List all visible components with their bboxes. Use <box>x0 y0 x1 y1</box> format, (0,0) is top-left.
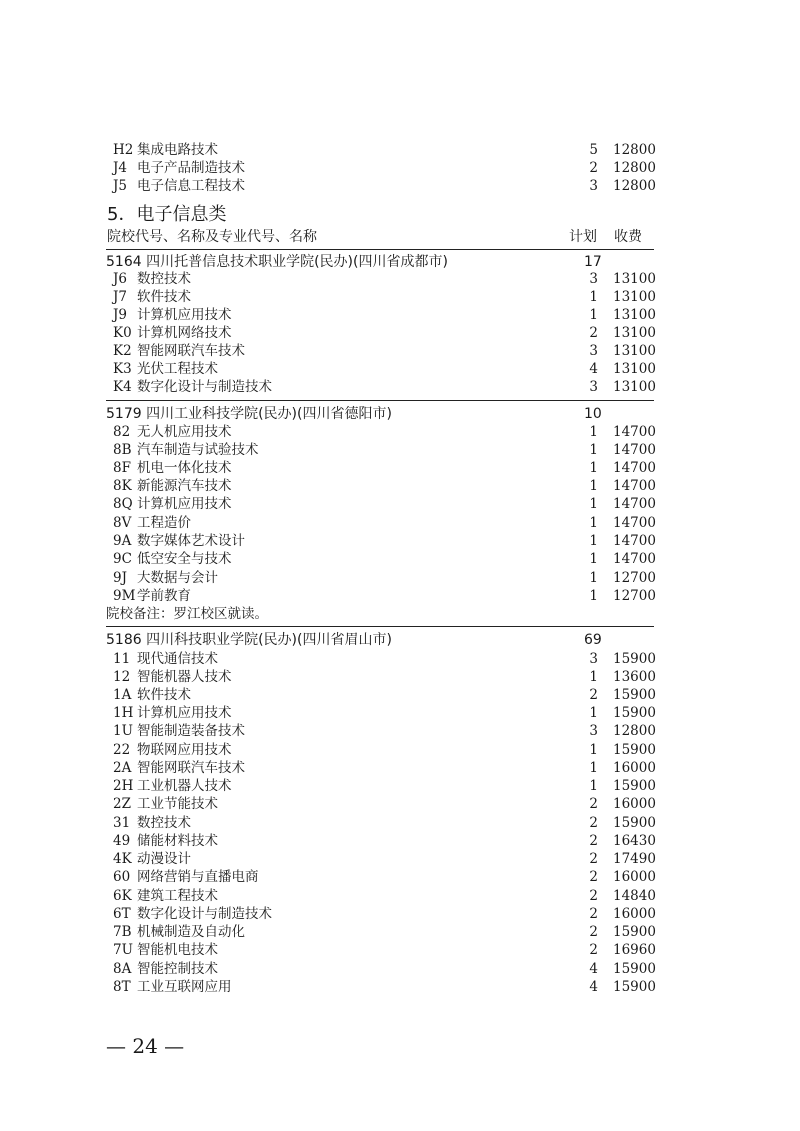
major-fee: 14700 <box>613 442 656 458</box>
major-plan: 1 <box>589 515 598 531</box>
major-fee: 15900 <box>613 924 656 940</box>
major-fee: 12800 <box>613 142 656 158</box>
table-row <box>0 905 800 923</box>
major-fee: 14700 <box>613 551 656 567</box>
table-row <box>0 423 800 441</box>
table-row <box>0 814 800 832</box>
major-code: 6K <box>113 888 132 904</box>
major-name: 工业机器人技术 <box>137 778 232 794</box>
major-name: 计算机应用技术 <box>137 705 232 721</box>
school-title: 5186 四川科技职业学院(民办)(四川省眉山市) <box>106 632 392 648</box>
major-code: 2H <box>113 778 134 794</box>
major-fee: 16000 <box>613 760 656 776</box>
major-name: 数字媒体艺术设计 <box>137 533 245 549</box>
major-code: 8A <box>113 961 132 977</box>
major-plan: 4 <box>589 979 598 995</box>
major-name: 汽车制造与试验技术 <box>137 442 259 458</box>
major-fee: 12800 <box>613 178 656 194</box>
major-plan: 2 <box>589 942 598 958</box>
school-title: 5164 四川托普信息技术职业学院(民办)(四川省成都市) <box>106 254 448 270</box>
major-name: 光伏工程技术 <box>137 361 218 377</box>
major-name: 机械制造及自动化 <box>137 924 245 940</box>
major-code: 8T <box>113 979 131 995</box>
major-fee: 13100 <box>613 325 656 341</box>
major-code: 2Z <box>113 796 131 812</box>
table-row <box>0 495 800 513</box>
table-row <box>0 923 800 941</box>
major-plan: 1 <box>589 742 598 758</box>
table-row <box>0 569 800 587</box>
table-row <box>0 941 800 959</box>
major-name: 智能控制技术 <box>137 961 218 977</box>
major-plan: 1 <box>589 570 598 586</box>
table-row <box>0 342 800 360</box>
major-name: 计算机应用技术 <box>137 496 232 512</box>
major-name: 电子信息工程技术 <box>137 178 245 194</box>
major-name: 新能源汽车技术 <box>137 478 232 494</box>
table-row <box>0 159 800 177</box>
table-row <box>0 532 800 550</box>
table-row <box>0 978 800 996</box>
major-plan: 2 <box>589 869 598 885</box>
major-fee: 16000 <box>613 869 656 885</box>
table-row <box>0 650 800 668</box>
major-name: 建筑工程技术 <box>137 888 218 904</box>
table-row <box>0 360 800 378</box>
major-plan: 3 <box>589 178 598 194</box>
major-code: J9 <box>113 307 128 323</box>
major-name: 物联网应用技术 <box>137 742 232 758</box>
major-fee: 13100 <box>613 289 656 305</box>
major-name: 数控技术 <box>137 815 191 831</box>
table-row <box>0 777 800 795</box>
table-row <box>0 441 800 459</box>
table-row <box>0 722 800 740</box>
major-code: 31 <box>113 815 131 831</box>
school-note-label: 院校备注： <box>106 606 174 622</box>
major-plan: 2 <box>589 924 598 940</box>
major-plan: 2 <box>589 906 598 922</box>
table-row <box>0 288 800 306</box>
major-fee: 14700 <box>613 515 656 531</box>
table-row <box>0 177 800 195</box>
school-divider <box>106 626 654 627</box>
major-name: 计算机应用技术 <box>137 307 232 323</box>
table-row <box>0 850 800 868</box>
major-fee: 13100 <box>613 343 656 359</box>
major-code: 82 <box>113 424 131 440</box>
table-row <box>0 477 800 495</box>
major-name: 智能机器人技术 <box>137 669 232 685</box>
table-row <box>0 141 800 159</box>
table-row <box>0 550 800 568</box>
school-plan-total: 69 <box>584 632 602 648</box>
major-code: 22 <box>113 742 131 758</box>
school-plan-total: 17 <box>584 254 602 270</box>
major-plan: 2 <box>589 833 598 849</box>
school-title: 5179 四川工业科技学院(民办)(四川省德阳市) <box>106 406 392 422</box>
table-row <box>0 378 800 396</box>
major-name: 工程造价 <box>137 515 191 531</box>
major-plan: 3 <box>589 651 598 667</box>
major-plan: 1 <box>589 496 598 512</box>
major-fee: 16960 <box>613 942 656 958</box>
major-name: 电子产品制造技术 <box>137 160 245 176</box>
major-name: 集成电路技术 <box>137 142 218 158</box>
major-name: 动漫设计 <box>137 851 191 867</box>
major-plan: 1 <box>589 778 598 794</box>
major-code: 8V <box>113 515 132 531</box>
school-plan-total: 10 <box>584 406 602 422</box>
major-fee: 15900 <box>613 687 656 703</box>
major-plan: 1 <box>589 460 598 476</box>
major-code: K2 <box>113 343 132 359</box>
major-plan: 2 <box>589 815 598 831</box>
major-plan: 2 <box>589 888 598 904</box>
major-fee: 13100 <box>613 361 656 377</box>
column-header <box>0 227 800 247</box>
school-note-text: 罗江校区就读。 <box>173 606 268 622</box>
major-fee: 14840 <box>613 888 656 904</box>
major-fee: 12700 <box>613 570 656 586</box>
major-code: J5 <box>113 178 128 194</box>
major-plan: 1 <box>589 533 598 549</box>
major-code: J6 <box>113 271 128 287</box>
table-row <box>0 668 800 686</box>
major-code: 12 <box>113 669 131 685</box>
major-plan: 1 <box>589 307 598 323</box>
major-fee: 13100 <box>613 307 656 323</box>
header-divider <box>106 249 654 250</box>
major-fee: 13100 <box>613 271 656 287</box>
major-fee: 16430 <box>613 833 656 849</box>
major-code: K4 <box>113 379 132 395</box>
column-header-school: 院校代号、名称及专业代号、名称 <box>107 229 317 245</box>
table-row <box>0 306 800 324</box>
major-fee: 15900 <box>613 742 656 758</box>
school-header <box>0 404 800 424</box>
major-fee: 14700 <box>613 478 656 494</box>
major-plan: 1 <box>589 760 598 776</box>
major-fee: 12700 <box>613 588 656 604</box>
major-code: 9A <box>113 533 132 549</box>
major-fee: 14700 <box>613 496 656 512</box>
major-code: 6T <box>113 906 131 922</box>
table-row <box>0 686 800 704</box>
major-code: 11 <box>113 651 131 667</box>
major-plan: 1 <box>589 588 598 604</box>
major-fee: 12800 <box>613 723 656 739</box>
major-name: 智能制造装备技术 <box>137 723 245 739</box>
major-name: 低空安全与技术 <box>137 551 232 567</box>
major-name: 计算机网络技术 <box>137 325 232 341</box>
major-code: H2 <box>113 142 134 158</box>
major-name: 智能网联汽车技术 <box>137 760 245 776</box>
major-plan: 2 <box>589 325 598 341</box>
table-row <box>0 741 800 759</box>
table-row <box>0 459 800 477</box>
major-name: 数控技术 <box>137 271 191 287</box>
major-plan: 2 <box>589 160 598 176</box>
major-plan: 3 <box>589 723 598 739</box>
major-plan: 2 <box>589 851 598 867</box>
school-note <box>106 605 268 623</box>
major-code: 8Q <box>113 496 133 512</box>
major-fee: 16000 <box>613 796 656 812</box>
major-code: 8B <box>113 442 132 458</box>
major-code: J7 <box>113 289 128 305</box>
major-code: 9M <box>113 588 136 604</box>
major-name: 工业节能技术 <box>137 796 218 812</box>
school-divider <box>106 400 654 401</box>
major-fee: 16000 <box>613 906 656 922</box>
major-plan: 3 <box>589 343 598 359</box>
table-row <box>0 868 800 886</box>
major-fee: 15900 <box>613 651 656 667</box>
major-fee: 13600 <box>613 669 656 685</box>
major-fee: 15900 <box>613 705 656 721</box>
major-name: 机电一体化技术 <box>137 460 232 476</box>
major-plan: 4 <box>589 361 598 377</box>
major-code: K0 <box>113 325 132 341</box>
major-code: 49 <box>113 833 131 849</box>
major-fee: 13100 <box>613 379 656 395</box>
major-code: 1H <box>113 705 134 721</box>
major-code: 8K <box>113 478 132 494</box>
major-name: 软件技术 <box>137 289 191 305</box>
major-fee: 15900 <box>613 815 656 831</box>
major-name: 网络营销与直播电商 <box>137 869 259 885</box>
table-row <box>0 832 800 850</box>
major-code: 7U <box>113 942 133 958</box>
table-row <box>0 960 800 978</box>
school-header <box>0 252 800 272</box>
major-name: 现代通信技术 <box>137 651 218 667</box>
major-name: 智能机电技术 <box>137 942 218 958</box>
section-heading: 5．电子信息类 <box>107 204 227 225</box>
major-plan: 3 <box>589 379 598 395</box>
major-name: 储能材料技术 <box>137 833 218 849</box>
school-header <box>0 630 800 650</box>
major-name: 软件技术 <box>137 687 191 703</box>
major-fee: 15900 <box>613 979 656 995</box>
major-name: 数字化设计与制造技术 <box>137 379 272 395</box>
major-fee: 17490 <box>613 851 656 867</box>
major-plan: 1 <box>589 705 598 721</box>
major-plan: 4 <box>589 961 598 977</box>
table-row <box>0 270 800 288</box>
major-plan: 1 <box>589 551 598 567</box>
major-plan: 3 <box>589 271 598 287</box>
major-fee: 14700 <box>613 533 656 549</box>
major-code: 9C <box>113 551 132 567</box>
major-name: 工业互联网应用 <box>137 979 232 995</box>
major-fee: 14700 <box>613 460 656 476</box>
table-row <box>0 514 800 532</box>
major-code: 7B <box>113 924 132 940</box>
column-header-fee: 收费 <box>614 229 642 245</box>
table-row <box>0 795 800 813</box>
major-name: 学前教育 <box>137 588 191 604</box>
major-fee: 15900 <box>613 961 656 977</box>
major-plan: 1 <box>589 442 598 458</box>
major-code: 9J <box>113 570 128 586</box>
table-row <box>0 759 800 777</box>
major-code: K3 <box>113 361 132 377</box>
major-plan: 1 <box>589 424 598 440</box>
major-name: 大数据与会计 <box>137 570 218 586</box>
major-plan: 2 <box>589 796 598 812</box>
major-plan: 5 <box>589 142 598 158</box>
major-code: 60 <box>113 869 131 885</box>
major-name: 智能网联汽车技术 <box>137 343 245 359</box>
major-code: 8F <box>113 460 131 476</box>
major-code: 1A <box>113 687 132 703</box>
major-code: J4 <box>113 160 128 176</box>
table-row <box>0 704 800 722</box>
major-name: 数字化设计与制造技术 <box>137 906 272 922</box>
major-code: 1U <box>113 723 133 739</box>
major-code: 2A <box>113 760 132 776</box>
major-fee: 14700 <box>613 424 656 440</box>
table-row <box>0 587 800 605</box>
major-plan: 1 <box>589 478 598 494</box>
major-name: 无人机应用技术 <box>137 424 232 440</box>
major-plan: 1 <box>589 289 598 305</box>
major-code: 4K <box>113 851 132 867</box>
table-row <box>0 887 800 905</box>
major-fee: 12800 <box>613 160 656 176</box>
major-fee: 15900 <box>613 778 656 794</box>
page-number: — 24 — <box>106 1034 185 1058</box>
major-plan: 2 <box>589 687 598 703</box>
table-row <box>0 324 800 342</box>
major-plan: 1 <box>589 669 598 685</box>
column-header-plan: 计划 <box>569 229 597 245</box>
